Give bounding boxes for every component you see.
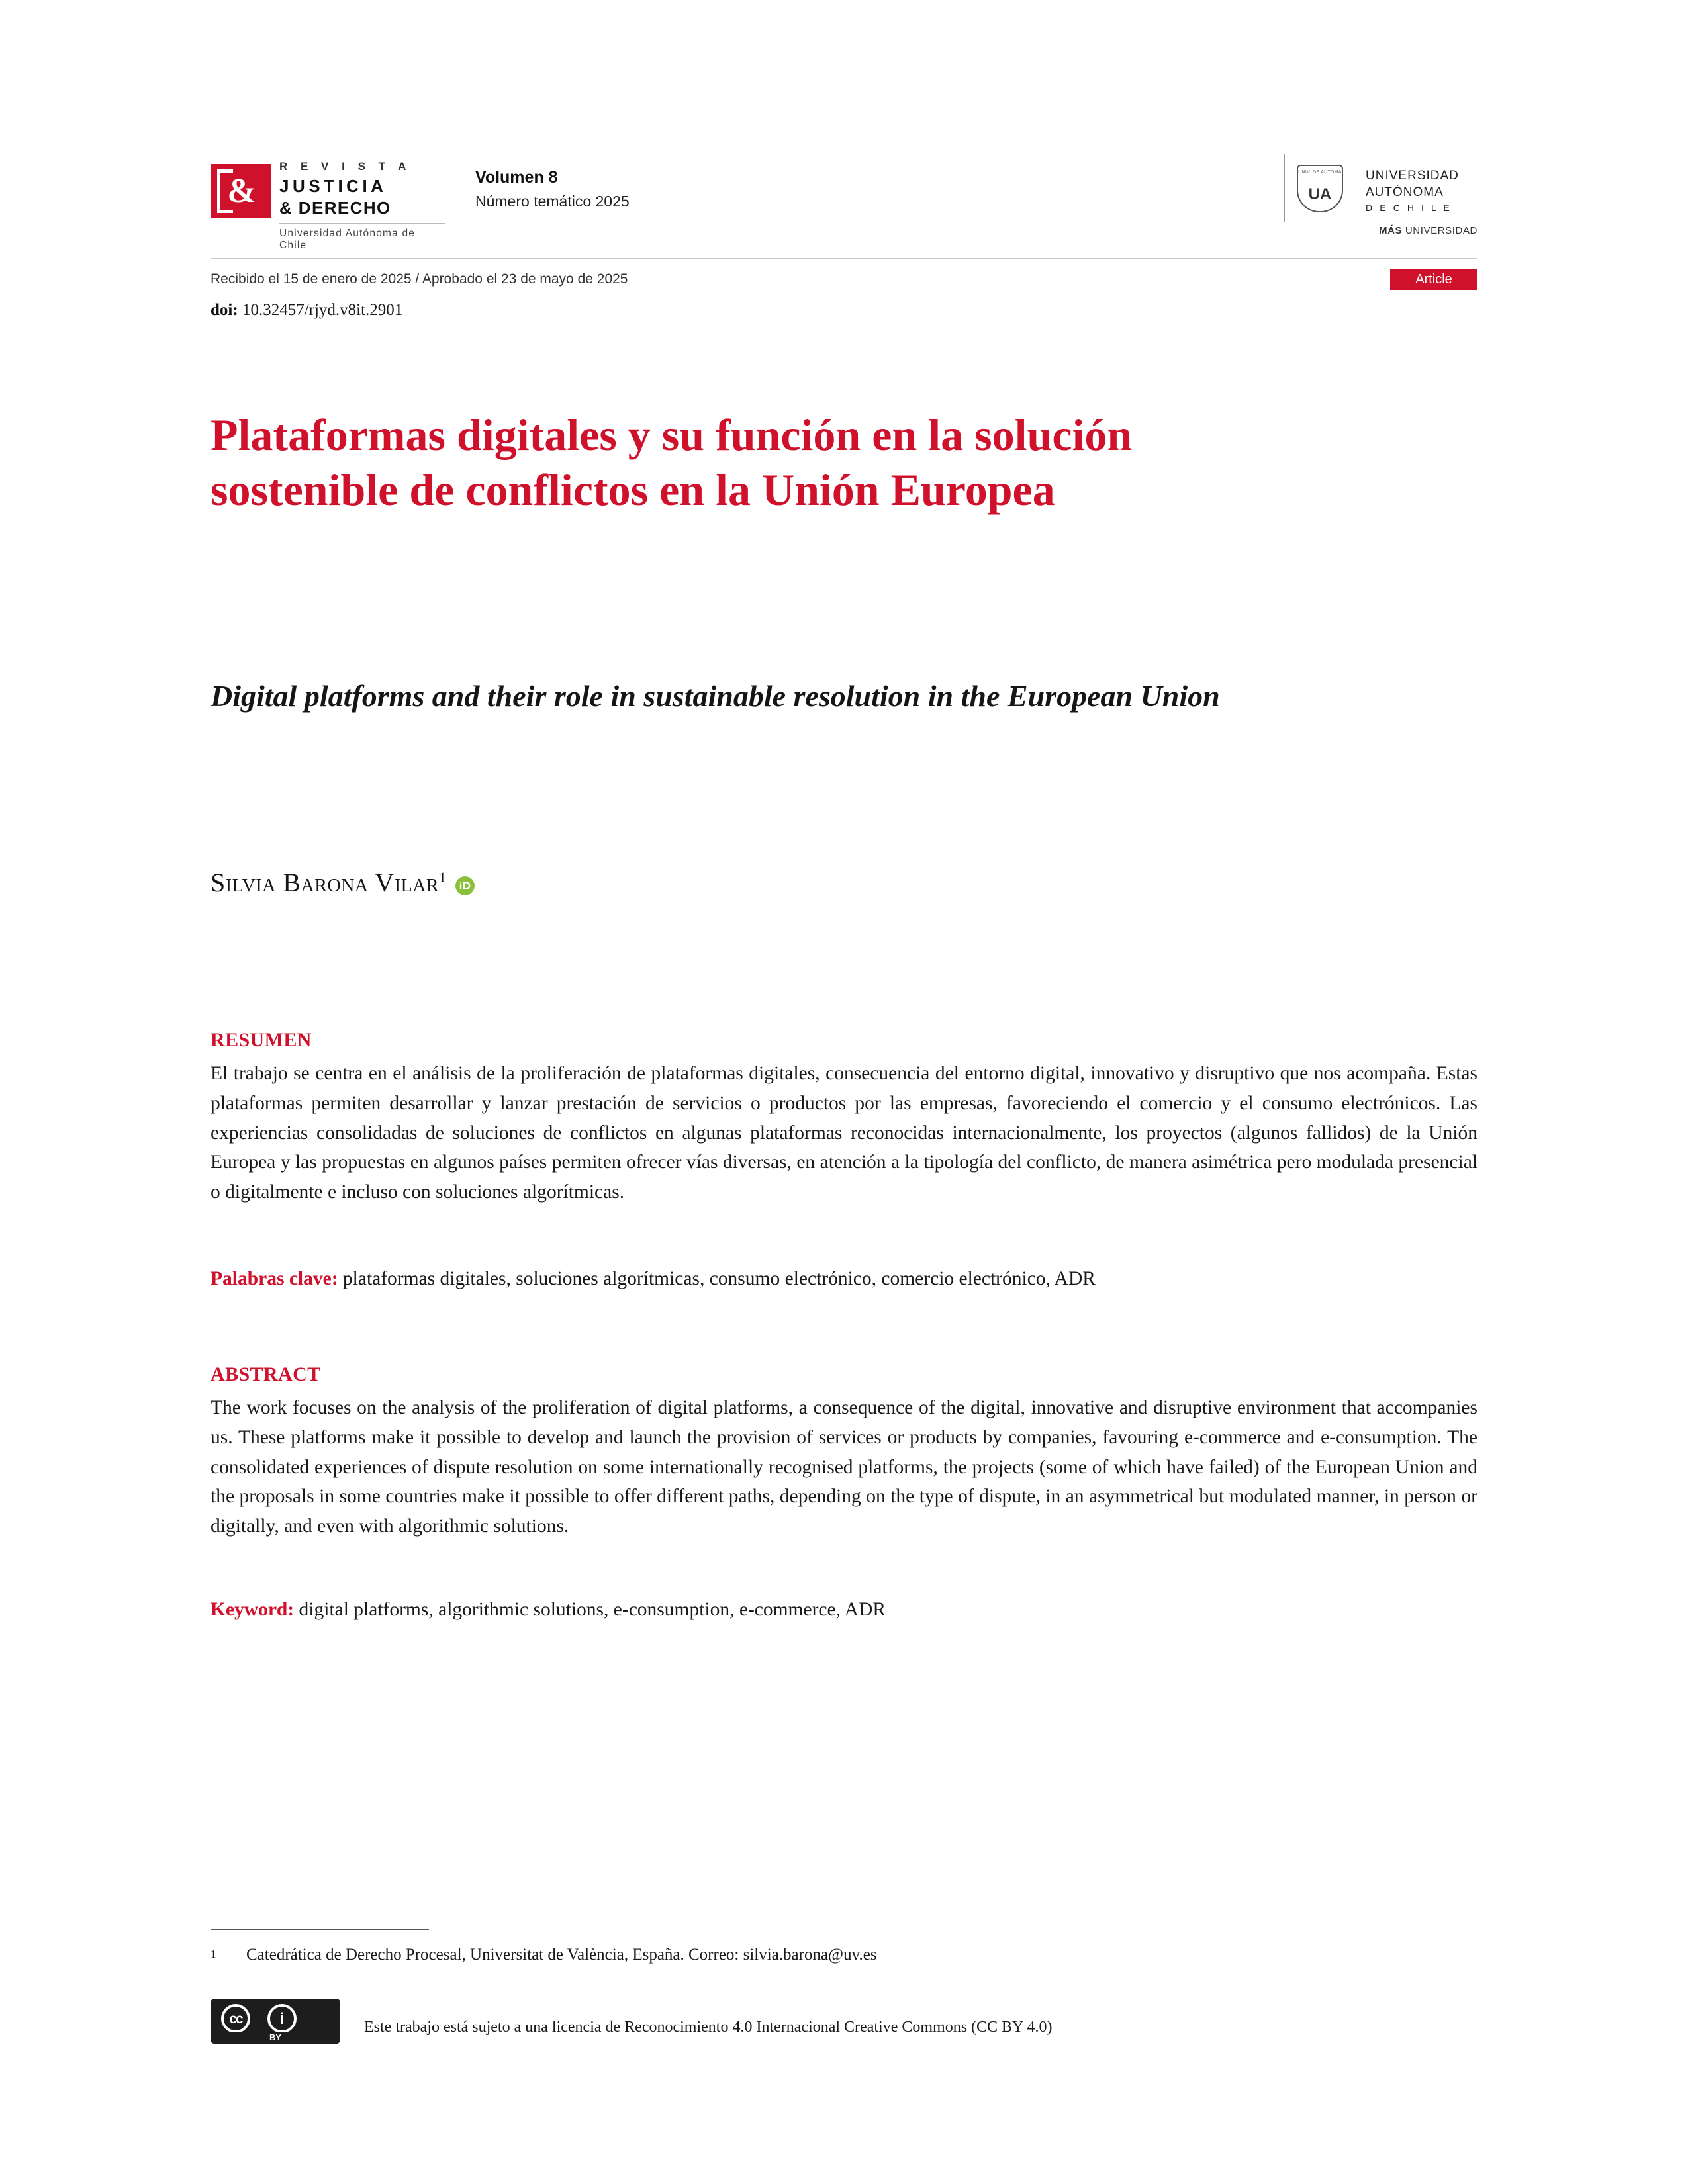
journal-logo-revista: R E V I S T A <box>279 160 411 173</box>
volume-block <box>475 168 630 210</box>
university-logo <box>1284 154 1477 234</box>
page-title: Plataformas digitales y su función en la solución sostenible de conflictos en la Unión Europea <box>211 409 1133 516</box>
masthead <box>211 154 1477 251</box>
article-type-badge: Article <box>1390 269 1477 290</box>
doi-label: doi: <box>211 301 238 319</box>
university-name <box>1366 169 1459 213</box>
volume-label: Volumen 8 <box>475 168 558 187</box>
author-name: Silvia Barona Vilar <box>211 868 440 897</box>
abstract-text: The work focuses on the analysis of the proliferation of digital platforms, a consequence of the digital, innovative and disruptive environment that accompanies us. These platforms make it possible to develop and launch the provision of services or products by companies, favouring e-commerce and e-consumption. The consolidated experiences of dispute resolution on some internationally recognised platforms, the projects (some of which have failed) of the European Union and the proposals in some countries make it possible to offer different paths, depending on the type of dispute, in an asymmetrical but modulated manner, in person or digitally, and even with algorithmic solutions. <box>211 1397 1477 1537</box>
university-name-line3: D E C H I L E <box>1366 203 1452 213</box>
university-logo-box <box>1284 154 1477 222</box>
university-shield-top-text: UNIV. DE AUTOMA <box>1298 170 1342 175</box>
creative-commons-icon[interactable] <box>211 1999 340 2044</box>
journal-logo-justicia: JUSTICIA <box>279 176 387 196</box>
footnote-number: 1 <box>211 1948 216 1960</box>
journal-logo-derecho: & DERECHO <box>279 197 391 218</box>
university-shield-initials: UA <box>1308 185 1332 203</box>
license-text: Este trabajo está sujeto a una licencia de Reconocimiento 4.0 Internacional Creative Commons (CC BY 4.0) <box>364 2019 1053 2036</box>
journal-logo <box>211 160 455 251</box>
doi-value[interactable]: 10.32457/rjyd.v8it.2901 <box>238 301 403 319</box>
resumen-keywords <box>211 1264 1477 1293</box>
resumen-heading: RESUMEN <box>211 1029 312 1051</box>
license-block <box>211 1999 1477 2045</box>
abstract-keywords-label: Keyword: <box>211 1599 295 1620</box>
header-rule-top <box>211 258 1477 259</box>
page-subtitle: Digital platforms and their role in sustainable resolution in the European Union <box>211 679 1220 713</box>
university-name-line1: UNIVERSIDAD <box>1366 169 1459 183</box>
orcid-icon[interactable]: iD <box>455 876 475 895</box>
submission-dates: Recibido el 15 de enero de 2025 / Aprobado el 23 de mayo de 2025 <box>211 271 628 287</box>
university-tagline <box>1379 225 1477 236</box>
journal-logo-university: Universidad Autónoma de Chile <box>279 223 445 251</box>
doi-line <box>211 301 402 320</box>
footnote-rule <box>211 1929 429 1930</box>
journal-logo-mark <box>211 164 271 218</box>
footnote <box>211 1946 1336 1964</box>
cc-circle-icon: cc <box>221 2004 250 2033</box>
abstract-heading: ABSTRACT <box>211 1363 321 1385</box>
cc-by-label: BY <box>211 2032 340 2044</box>
cc-by-circle-icon: i <box>267 2004 297 2033</box>
issue-label: Número temático 2025 <box>475 193 630 210</box>
journal-logo-text <box>279 160 451 251</box>
university-name-line2: AUTÓNOMA <box>1366 185 1444 199</box>
journal-logo-glyph: & <box>227 172 255 210</box>
resumen-text: El trabajo se centra en el análisis de la proliferación de plataformas digitales, consecuencia del entorno digital, innovativo y disruptivo que nos acompaña. Estas plataformas permiten desarrollar y lanzar prestación de servicios o productos por las empresas, favoreciendo el comercio y el consumo electrónicos. Las experiencias consolidadas de soluciones de conflictos en algunas plataformas reconocidas internacionalmente, los proyectos (algunos fallidos) de la Unión Europea y las propuestas en algunos países permiten ofrecer vías diversas, en atención a la tipología del conflicto, de manera asimétrica pero modulada presencial o digitalmente e incluso con soluciones algorítmicas. <box>211 1063 1477 1203</box>
author-footnote-marker: 1 <box>439 869 447 886</box>
university-tagline-bold: MÁS <box>1378 225 1403 236</box>
resumen-keywords-value: plataformas digitales, soluciones algorítmicas, consumo electrónico, comercio electrónico, ADR <box>338 1268 1096 1289</box>
footnote-text: Catedrática de Derecho Procesal, Universitat de València, España. Correo: silvia.barona@uv.es <box>246 1946 877 1964</box>
abstract-keywords-value: digital platforms, algorithmic solutions, e-consumption, e-commerce, ADR <box>294 1599 886 1620</box>
university-tagline-rest: UNIVERSIDAD <box>1402 225 1477 236</box>
resumen-keywords-label: Palabras clave: <box>211 1268 338 1289</box>
author-line <box>211 867 475 898</box>
abstract-keywords <box>211 1595 1477 1624</box>
university-shield-icon <box>1297 165 1343 212</box>
